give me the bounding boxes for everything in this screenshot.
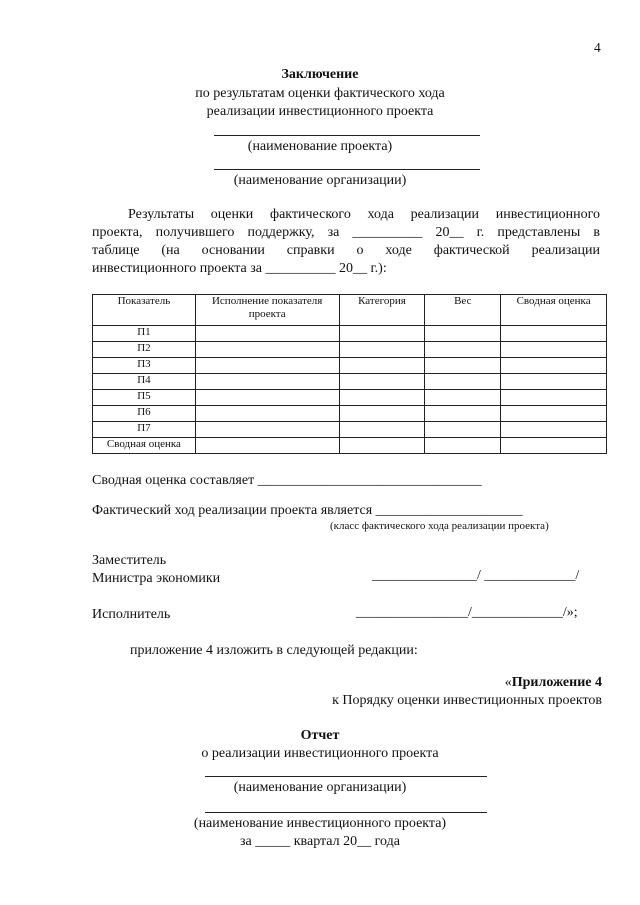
body-line1: Результаты оценки фактического хода реализации инвестиционного [128, 207, 600, 222]
report-project-caption: (наименование инвестиционного проекта) [193, 816, 447, 831]
table-cell [425, 390, 501, 406]
table-header-row [93, 295, 607, 326]
appendix-title: Приложение 4 [511, 675, 602, 690]
body-line4: инвестиционного проекта за __________ 20__ г.): [92, 261, 387, 276]
table-row [93, 342, 607, 358]
table-cell [195, 326, 339, 342]
table-cell [425, 342, 501, 358]
deputy-title-line1: Заместитель [92, 553, 167, 568]
table-row [93, 358, 607, 374]
row-label: П3 [93, 358, 196, 374]
report-title: Отчет [300, 728, 340, 743]
table-cell [501, 422, 607, 438]
actual-course-line: Фактический ход реализации проекта является _____________________ [92, 503, 523, 518]
table-cell [501, 438, 607, 454]
table-cell [339, 326, 425, 342]
project-name-caption: (наименование проекта) [247, 139, 393, 154]
assessment-table [92, 294, 607, 454]
table-cell [339, 374, 425, 390]
summary-score-line: Сводная оценка составляет ________________________________ [92, 473, 482, 488]
table-cell [425, 358, 501, 374]
table-row [93, 406, 607, 422]
table-cell [501, 390, 607, 406]
table-cell [195, 406, 339, 422]
row-label: П5 [93, 390, 196, 406]
project-name-line [214, 135, 480, 136]
table-cell [339, 406, 425, 422]
header-summary-score: Сводная оценка [501, 295, 607, 326]
table-cell [195, 374, 339, 390]
appendix-heading [505, 675, 602, 691]
report-period: за _____ квартал 20__ года [240, 834, 400, 849]
body-line3: таблице (на основании справки о ходе фактической реализации [92, 243, 600, 258]
row-label: Сводная оценка [93, 438, 196, 454]
table-cell [425, 422, 501, 438]
report-org-line [205, 776, 487, 777]
deputy-title-line2: Министра экономики [92, 571, 221, 586]
table-cell [425, 374, 501, 390]
header-category: Категория [339, 295, 425, 326]
report-project-line [205, 812, 487, 813]
table-cell [425, 406, 501, 422]
table-cell [195, 390, 339, 406]
org-name-caption: (наименование организации) [233, 173, 407, 188]
table-cell [501, 342, 607, 358]
table-row [93, 390, 607, 406]
header-weight: Вес [425, 295, 501, 326]
table-cell [501, 358, 607, 374]
table-cell [339, 422, 425, 438]
row-label: П4 [93, 374, 196, 390]
table-row [93, 438, 607, 454]
actual-course-caption: (класс фактического хода реализации проекта) [330, 520, 549, 532]
table-cell [339, 438, 425, 454]
amendment-text: приложение 4 изложить в следующей редакции: [130, 643, 418, 658]
org-name-line [214, 169, 480, 170]
row-label: П2 [93, 342, 196, 358]
table-cell [339, 390, 425, 406]
table-cell [501, 406, 607, 422]
row-label: П7 [93, 422, 196, 438]
executor-label: Исполнитель [92, 607, 171, 622]
appendix-subtitle: к Порядку оценки инвестиционных проектов [332, 693, 602, 708]
table-cell [195, 422, 339, 438]
table-cell [339, 358, 425, 374]
table-cell [195, 342, 339, 358]
table-row [93, 326, 607, 342]
conclusion-subtitle-line2: реализации инвестиционного проекта [206, 104, 434, 119]
body-line2: проекта, получившего поддержку, за __________ 20__ г. представлены в [92, 225, 600, 240]
deputy-signature-blanks: _______________/ _____________/ [372, 568, 580, 583]
table-row [93, 374, 607, 390]
table-cell [501, 374, 607, 390]
table-row [93, 422, 607, 438]
table-cell [195, 438, 339, 454]
table-cell [425, 438, 501, 454]
appendix-open-quote: « [504, 675, 512, 690]
report-org-caption: (наименование организации) [233, 780, 407, 795]
header-execution: Исполнение показателя проекта [195, 295, 339, 326]
page-number: 4 [594, 40, 601, 55]
row-label: П6 [93, 406, 196, 422]
header-indicator: Показатель [93, 295, 196, 326]
table-cell [195, 358, 339, 374]
table-cell [425, 326, 501, 342]
conclusion-title: Заключение [281, 67, 359, 82]
report-subtitle: о реализации инвестиционного проекта [201, 746, 439, 761]
executor-signature-blanks: ________________/_____________/»; [356, 605, 578, 620]
table-cell [339, 342, 425, 358]
table-cell [501, 326, 607, 342]
row-label: П1 [93, 326, 196, 342]
conclusion-subtitle-line1: по результатам оценки фактического хода [195, 86, 445, 101]
